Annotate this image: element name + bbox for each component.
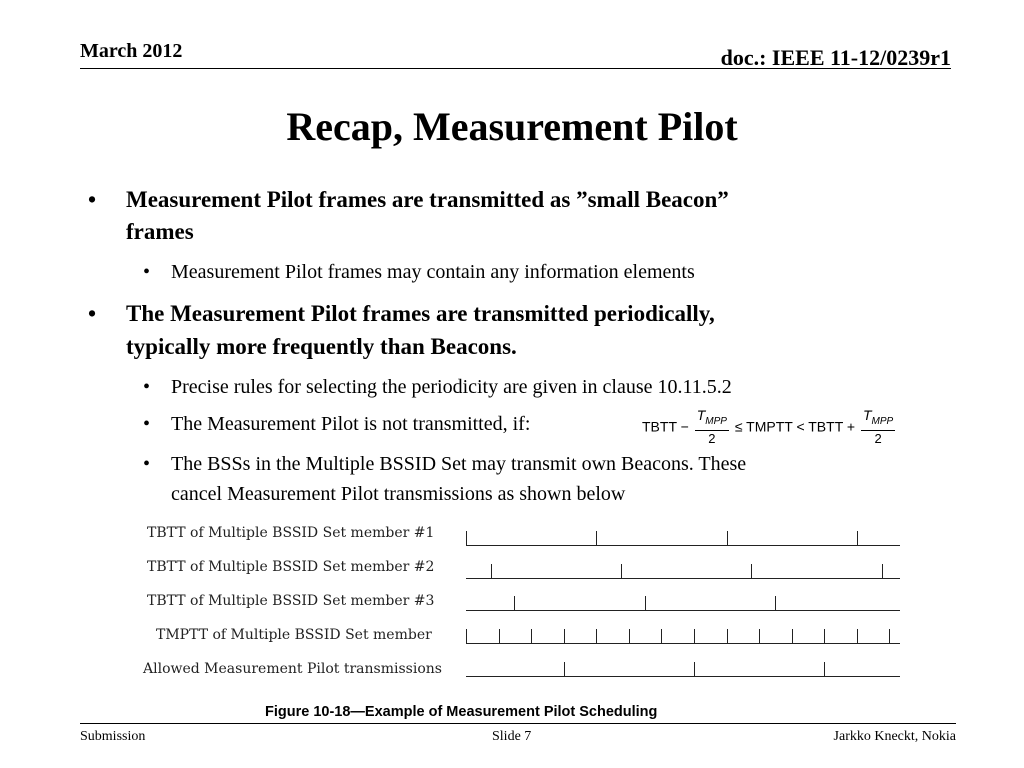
tmptt-tick	[661, 629, 662, 643]
bullet-marker: •	[88, 301, 97, 326]
tmptt-tick	[564, 629, 565, 643]
tmptt-condition-formula	[642, 407, 897, 446]
allowed-tick	[824, 662, 825, 676]
header-doc-id: doc.: IEEE 11-12/0239r1	[720, 45, 951, 70]
timeline-member-1	[466, 545, 900, 546]
bullet-1-line-1: Measurement Pilot frames are transmitted as ”small Beacon”	[126, 187, 729, 212]
formula-left-term: TBTT −	[642, 418, 689, 435]
footer-author: Jarkko Kneckt, Nokia	[833, 729, 956, 744]
bullet-marker: •	[88, 187, 97, 212]
tbtt-tick	[645, 596, 646, 610]
sub-bullet-line-1: The BSSs in the Multiple BSSID Set may transmit own Beacons. These	[171, 453, 747, 475]
timeline-member-3	[466, 610, 900, 611]
sub-bullet-marker: •	[143, 453, 151, 475]
sub-bullet-marker: •	[143, 413, 151, 435]
fraction-numerator	[695, 407, 729, 431]
bullet-1-line-2: frames	[126, 219, 194, 244]
formula-fraction-2	[861, 407, 895, 446]
slide-title: Recap, Measurement Pilot	[286, 104, 738, 149]
tbtt-tick	[514, 596, 515, 610]
formula-fraction-1	[695, 407, 729, 446]
formula-middle-term: ≤ TMPTT < TBTT +	[734, 418, 856, 435]
tmptt-tick	[792, 629, 793, 643]
fraction-subscript: MPP	[871, 415, 894, 427]
fraction-symbol: T	[862, 407, 872, 423]
row-label-tmptt: TMPTT of Multiple BSSID Set member	[156, 627, 432, 643]
tbtt-tick	[466, 531, 467, 545]
tmptt-tick	[466, 629, 467, 643]
tmptt-tick	[596, 629, 597, 643]
sub-bullet-text: The Measurement Pilot is not transmitted, if:	[171, 413, 531, 435]
sub-bullet-text: Measurement Pilot frames may contain any information elements	[171, 261, 695, 283]
timeline-member-2	[466, 578, 900, 579]
fraction-symbol: T	[696, 407, 706, 423]
row-label-allowed: Allowed Measurement Pilot transmissions	[143, 661, 442, 677]
sub-bullet-line-2: cancel Measurement Pilot transmissions as shown below	[171, 483, 626, 505]
tmptt-tick	[694, 629, 695, 643]
timeline-tmptt	[466, 643, 900, 644]
tbtt-tick	[596, 531, 597, 545]
row-label-member-2: TBTT of Multiple BSSID Set member #2	[147, 559, 435, 575]
header-date: March 2012	[80, 40, 183, 62]
tbtt-tick	[491, 564, 492, 578]
tmptt-tick	[824, 629, 825, 643]
tmptt-tick	[531, 629, 532, 643]
figure-caption: Figure 10-18—Example of Measurement Pilot Scheduling	[265, 704, 658, 720]
fraction-subscript: MPP	[705, 415, 727, 427]
tbtt-tick	[857, 531, 858, 545]
fraction-denominator: 2	[874, 430, 882, 446]
tmptt-tick	[857, 629, 858, 643]
allowed-tick	[694, 662, 695, 676]
tbtt-tick	[751, 564, 752, 578]
tmptt-tick	[499, 629, 500, 643]
fraction-denominator: 2	[708, 430, 716, 446]
sub-bullet-text: Precise rules for selecting the periodicity are given in clause 10.11.5.2	[171, 376, 732, 398]
row-label-member-3: TBTT of Multiple BSSID Set member #3	[147, 593, 435, 609]
bullet-2-line-1: The Measurement Pilot frames are transmitted periodically,	[126, 301, 715, 326]
tbtt-tick	[882, 564, 883, 578]
tmptt-tick	[759, 629, 760, 643]
tmptt-tick	[629, 629, 630, 643]
tbtt-tick	[621, 564, 622, 578]
footer-slide-number: Slide 7	[492, 729, 532, 744]
bullet-2-line-2: typically more frequently than Beacons.	[126, 334, 517, 359]
tmptt-tick	[727, 629, 728, 643]
sub-bullet-marker: •	[143, 261, 151, 283]
sub-bullet-marker: •	[143, 376, 151, 398]
footer-divider	[80, 723, 956, 724]
header-divider	[80, 68, 951, 69]
row-label-member-1: TBTT of Multiple BSSID Set member #1	[147, 525, 435, 541]
tbtt-tick	[775, 596, 776, 610]
footer-left: Submission	[80, 729, 146, 744]
fraction-numerator	[861, 407, 895, 431]
tmptt-tick	[889, 629, 890, 643]
allowed-tick	[564, 662, 565, 676]
tbtt-tick	[727, 531, 728, 545]
timeline-allowed	[466, 676, 900, 677]
